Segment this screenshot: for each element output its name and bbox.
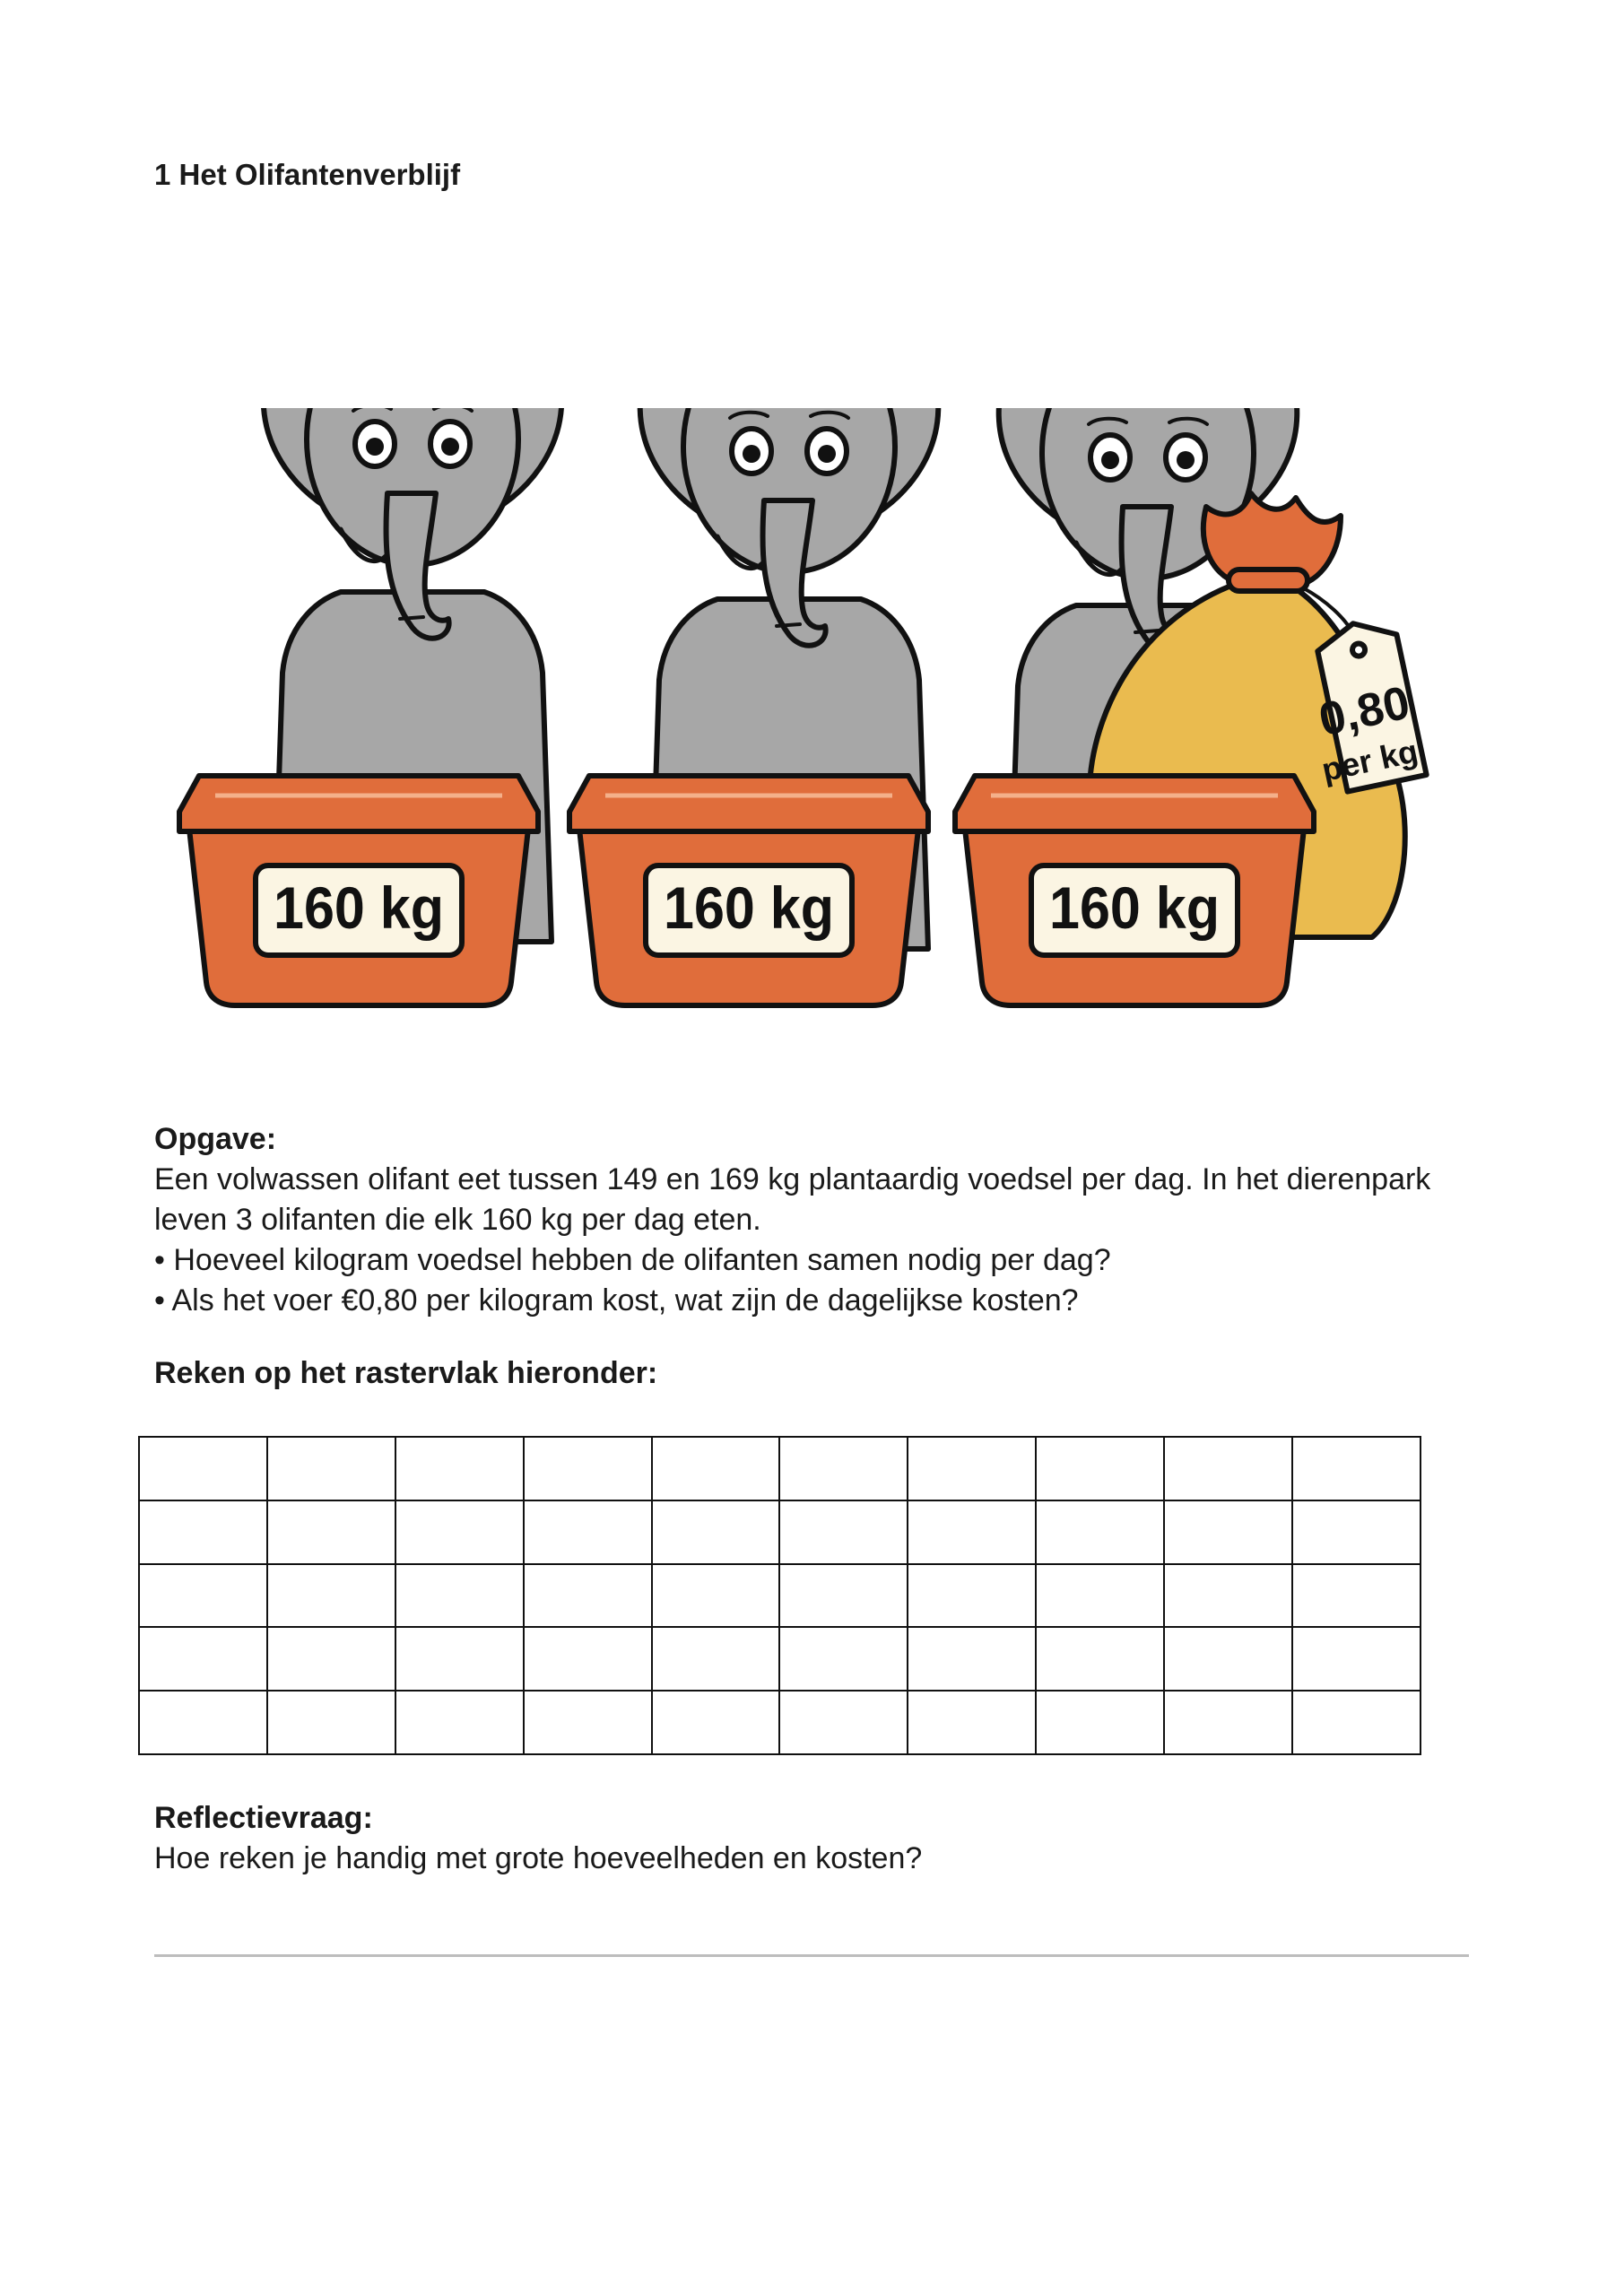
grid-cell[interactable] <box>908 1500 1036 1564</box>
grid-cell[interactable] <box>1292 1627 1421 1691</box>
grid-cell[interactable] <box>779 1500 908 1564</box>
exercise-line: Een volwassen olifant eet tussen 149 en 169 kg plantaardig voedsel per dag. In het dierenpark <box>154 1162 1431 1196</box>
grid-row <box>139 1437 1421 1500</box>
grid-cell[interactable] <box>524 1500 652 1564</box>
exercise-question: • Als het voer €0,80 per kilogram kost, wat zijn de dagelijkse kosten? <box>154 1283 1079 1318</box>
divider-line <box>154 1954 1469 1957</box>
grid-cell[interactable] <box>652 1437 780 1500</box>
grid-cell[interactable] <box>139 1627 267 1691</box>
grid-cell[interactable] <box>908 1564 1036 1628</box>
grid-row <box>139 1500 1421 1564</box>
grid-cell[interactable] <box>1292 1500 1421 1564</box>
grid-cell[interactable] <box>395 1627 524 1691</box>
grid-cell[interactable] <box>779 1691 908 1754</box>
grid-cell[interactable] <box>395 1500 524 1564</box>
grid-cell[interactable] <box>652 1500 780 1564</box>
grid-cell[interactable] <box>1292 1691 1421 1754</box>
grid-cell[interactable] <box>267 1627 395 1691</box>
grid-cell[interactable] <box>1164 1500 1292 1564</box>
grid-cell[interactable] <box>1036 1691 1164 1754</box>
grid-cell[interactable] <box>1164 1564 1292 1628</box>
exercise-question: • Hoeveel kilogram voedsel hebben de olifanten samen nodig per dag? <box>154 1243 1111 1277</box>
grid-cell[interactable] <box>1292 1564 1421 1628</box>
grid-heading: Reken op het rastervlak hieronder: <box>154 1356 658 1390</box>
grid-cell[interactable] <box>524 1691 652 1754</box>
grid-row <box>139 1564 1421 1628</box>
grid-cell[interactable] <box>524 1437 652 1500</box>
grid-cell[interactable] <box>1164 1627 1292 1691</box>
reflection-question: Hoe reken je handig met grote hoeveelheden en kosten? <box>154 1841 923 1875</box>
grid-cell[interactable] <box>779 1627 908 1691</box>
exercise-heading: Opgave: <box>154 1122 277 1156</box>
reflection-heading: Reflectievraag: <box>154 1801 373 1835</box>
grid-cell[interactable] <box>779 1437 908 1500</box>
grid-cell[interactable] <box>1164 1691 1292 1754</box>
grid-cell[interactable] <box>395 1564 524 1628</box>
grid-cell[interactable] <box>908 1691 1036 1754</box>
trough-label: 160 kg <box>274 874 444 941</box>
calculation-grid[interactable] <box>138 1436 1421 1755</box>
grid-cell[interactable] <box>524 1627 652 1691</box>
grid-cell[interactable] <box>1036 1500 1164 1564</box>
grid-cell[interactable] <box>267 1437 395 1500</box>
grid-cell[interactable] <box>139 1500 267 1564</box>
grid-cell[interactable] <box>779 1564 908 1628</box>
grid-row <box>139 1627 1421 1691</box>
reflection-section <box>154 1798 922 1879</box>
grid-cell[interactable] <box>1036 1564 1164 1628</box>
grid-cell[interactable] <box>139 1437 267 1500</box>
trough-label: 160 kg <box>664 874 834 941</box>
grid-row <box>139 1691 1421 1754</box>
bag-tag-unit: per kg <box>1318 732 1421 789</box>
grid-cell[interactable] <box>1292 1437 1421 1500</box>
grid-cell[interactable] <box>1164 1437 1292 1500</box>
trough-label: 160 kg <box>1049 874 1220 941</box>
exercise-text <box>154 1119 1499 1321</box>
grid-cell[interactable] <box>908 1437 1036 1500</box>
grid-cell[interactable] <box>395 1437 524 1500</box>
grid-cell[interactable] <box>267 1691 395 1754</box>
grid-cell[interactable] <box>1036 1437 1164 1500</box>
grid-cell[interactable] <box>652 1691 780 1754</box>
bag-tag-price: 0,80 <box>1314 676 1414 747</box>
grid-cell[interactable] <box>652 1627 780 1691</box>
grid-cell[interactable] <box>524 1564 652 1628</box>
grid-cell[interactable] <box>395 1691 524 1754</box>
page-title: 1 Het Olifantenverblijf <box>154 158 461 191</box>
grid-cell[interactable] <box>267 1564 395 1628</box>
grid-cell[interactable] <box>267 1500 395 1564</box>
grid-cell[interactable] <box>652 1564 780 1628</box>
grid-cell[interactable] <box>139 1564 267 1628</box>
grid-cell[interactable] <box>139 1691 267 1754</box>
exercise-line: leven 3 olifanten die elk 160 kg per dag eten. <box>154 1203 761 1237</box>
grid-cell[interactable] <box>1036 1627 1164 1691</box>
grid-cell[interactable] <box>908 1627 1036 1691</box>
elephant-illustration <box>170 408 1444 1018</box>
